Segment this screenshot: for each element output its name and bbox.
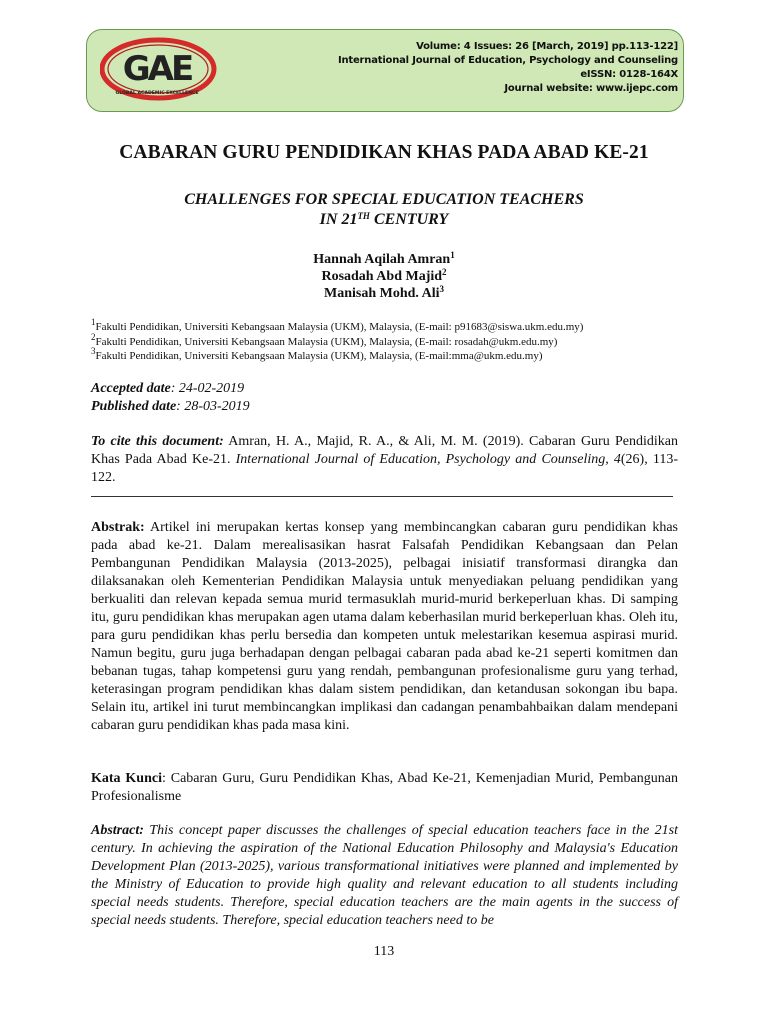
author: Rosadah Abd Majid$^2$: [321, 267, 447, 284]
website-line: Journal website: www.ijepc.com: [504, 83, 678, 94]
author: Manisah Mohd. Ali$^3$: [323, 284, 445, 301]
author-list: [0, 251, 768, 302]
abstrak-paragraph: Abstrak: Artikel ini merupakan kertas konsep yang membincangkan cabaran guru pendidikan khas pada abad ke-21. Dalam merealisasikan hasrat Falsafah Pendidikan Kebangsaan dan Pelan Pembangunan Pendidikan Malaysia (2013-2025), pelbagai inisiatif transformasi dirangka dan dilaksanakan oleh Kementerian Pendidikan Malaysia untuk menyediakan peluang pendidikan yang berkualiti dan relevan kepada semua murid termasuklah murid-murid berkeperluan khas. Di samping itu, guru pendidikan khas merupakan agen utama dalam keberhasilan murid berkeperluan khas. Oleh itu, para guru pendidikan khas perlu bersedia dan kompeten untuk melestarikan kesemua aspirasi murid. Namun begitu, guru juga berhadapan dengan pelbagai cabaran pada abad ke-21 seperti komitmen dan bebanan tugas, tahap kompetensi guru yang rendah, pembangunan profesionalisme guru yang terhad, keterasingan program pendidikan khas dalam sistem pendidikan, dan ketandusan sokongan ibu bapa. Selain itu, artikel ini turut membincangkan implikasi dan cadangan penambahbaikan dalam mendepani cabaran guru pendidikan khas pada masa kini.: [91, 520, 678, 733]
logo-text: GAE: [122, 49, 192, 89]
affiliation-list: [91, 317, 691, 364]
journal-name-line: International Journal of Education, Psychology and Counseling: [337, 55, 678, 66]
eissn-line: eISSN: 0128-164X: [580, 69, 678, 80]
paper-title: CABARAN GURU PENDIDIKAN KHAS PADA ABAD KE-21: [119, 142, 649, 163]
citation: To cite this document: Amran, H. A., Majid, R. A., & Ali, M. M. (2019). Cabaran Guru Pendidikan Khas Pada Abad Ke-21. International Journal of Education, Psychology and Counseling, 4(26), 113-122.: [91, 434, 679, 485]
accepted-date: Accepted date: 24-02-2019: [91, 381, 245, 396]
paper-subtitle: [0, 190, 768, 230]
publication-dates: [91, 380, 250, 416]
subtitle-line-2: IN 21TH CENTURY: [319, 211, 449, 228]
published-date: Published date: 28-03-2019: [91, 399, 250, 414]
page-number: 113: [373, 944, 395, 959]
affiliation: $^1$Fakulti Pendidikan, Universiti Kebangsaan Malaysia (UKM), Malaysia, (E-mail: p91683@siswa.ukm.edu.my): [91, 317, 584, 333]
logo-subtext: GLOBAL ACADEMIC EXCELLENCE: [115, 91, 199, 96]
citation-journal: International Journal of Education, Psychology and Counseling: [235, 452, 606, 467]
abstrak-label: Abstrak:: [91, 520, 145, 535]
subtitle-line-1: CHALLENGES FOR SPECIAL EDUCATION TEACHERS: [184, 191, 584, 208]
kata-kunci-label: Kata Kunci: [91, 771, 162, 786]
gae-logo: [100, 33, 222, 103]
volume-line: Volume: 4 Issues: 26 [March, 2019] pp.113-122]: [416, 41, 678, 52]
divider: [91, 496, 673, 497]
abstract-paragraph: Abstract: This concept paper discusses the challenges of special education teachers face in the 21st century. In achieving the aspiration of the National Education Philosophy and Malaysia's Education Development Plan (2013-2025), various transformational initiatives were planned and implemented by the Ministry of Education to provide high quality and relevant education to all students including special needs students. Therefore, special education teachers are the main agents in the success of special needs students. Therefore, special education teachers need to be: [91, 823, 678, 928]
author: Hannah Aqilah Amran$^1$: [313, 250, 455, 267]
kata-kunci: Kata Kunci: Cabaran Guru, Guru Pendidikan Khas, Abad Ke-21, Kemenjadian Murid, Pembangunan Profesionalisme: [91, 771, 678, 804]
affiliation: $^2$Fakulti Pendidikan, Universiti Kebangsaan Malaysia (UKM), Malaysia, (E-mail: rosadah@ukm.edu.my): [91, 331, 558, 348]
affiliation: $^3$Fakulti Pendidikan, Universiti Kebangsaan Malaysia (UKM), Malaysia, (E-mail:mma@ukm.edu.my): [91, 346, 543, 362]
abstract-label: Abstract:: [91, 823, 144, 838]
journal-info: [338, 40, 678, 96]
